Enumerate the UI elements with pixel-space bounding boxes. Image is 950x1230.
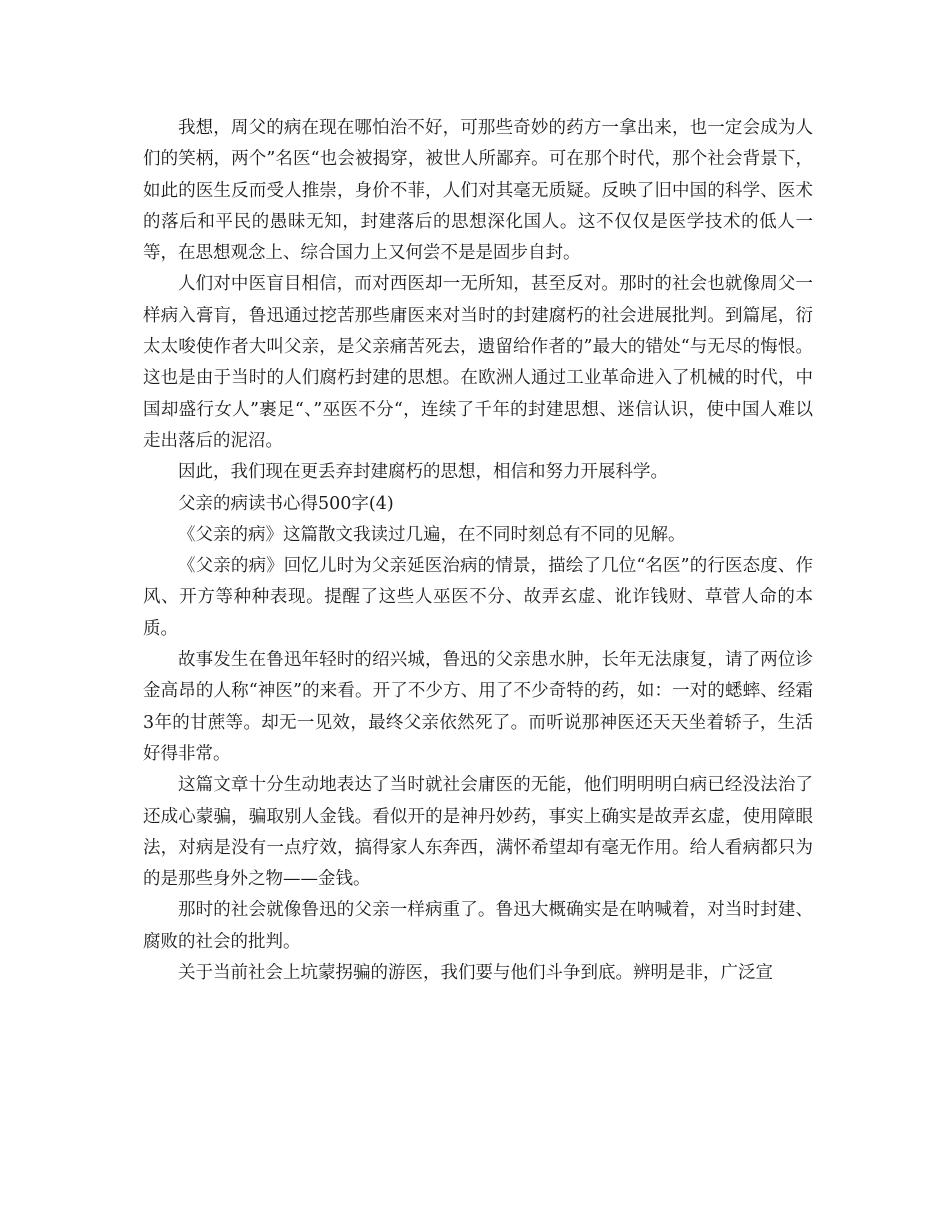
paragraph: 故事发生在鲁迅年轻时的绍兴城，鲁迅的父亲患水肿，长年无法康复，请了两位诊金高昂的人称“神医”的来看。开了不少方、用了不少奇特的药，如：一对的蟋蟀、经霜3年的甘蔗等。却无一见效，最终父亲依然死了。而听说那神医还天天坐着轿子，生活好得非常。 xyxy=(143,650,813,764)
paragraph: 《父亲的病》回忆儿时为父亲延医治病的情景，描绘了几位“名医”的行医态度、作风、开方等种种表现。提醒了这些人巫医不分、故弄玄虚、讹诈钱财、草菅人命的本质。 xyxy=(143,556,813,639)
paragraph: 《父亲的病》这篇散文我读过几遍，在不同时刻总有不同的见解。 xyxy=(178,524,686,545)
paragraph: 我想，周父的病在现在哪怕治不好，可那些奇妙的药方一拿出来，也一定会成为人们的笑柄，两个”名医“也会被揭穿，被世人所鄙弃。可在那个时代，那个社会背景下，如此的医生反而受人推崇，身价不菲，人们对其毫无质疑。反映了旧中国的科学、医术的落后和平民的愚昧无知，封建落后的思想深化国人。这不仅仅是医学技术的低人一等，在思想观念上、综合国力上又何尝不是是固步自封。 xyxy=(143,118,813,264)
paragraph: 关于当前社会上坑蒙拐骗的游医，我们要与他们斗争到底。辨明是非，广泛宣 xyxy=(178,963,773,984)
paragraph: 人们对中医盲目相信，而对西医却一无所知，甚至反对。那时的社会也就像周父一样病入膏肓，鲁迅通过挖苦那些庸医来对当时的封建腐朽的社会进展批判。到篇尾，衍太太唆使作者大叫父亲，是父亲痛苦死去，遗留给作者的”最大的错处“与无尽的悔恨。这也是由于当时的人们腐朽封建的思想。在欧洲人通过工业革命进入了机械的时代，中国却盛行女人”裹足“、”巫医不分“，连续了千年的封建思想、迷信认识，使中国人难以走出落后的泥沼。 xyxy=(143,274,813,451)
paragraph: 那时的社会就像鲁迅的父亲一样病重了。鲁迅大概确实是在呐喊着，对当时封建、腐败的社会的批判。 xyxy=(143,900,813,952)
paragraph: 这篇文章十分生动地表达了当时就社会庸医的无能，他们明明明白病已经没法治了还成心蒙骗，骗取别人金钱。看似开的是神丹妙药，事实上确实是故弄玄虚，使用障眼法，对病是没有一点疗效，搞得家人东奔西，满怀希望却有毫无作用。给人看病都只为的是那些身外之物——金钱。 xyxy=(143,775,813,890)
paragraph: 因此，我们现在更丢弃封建腐朽的思想，相信和努力开展科学。 xyxy=(178,462,668,483)
section-heading: 父亲的病读书心得500字(4) xyxy=(178,493,394,514)
document-body xyxy=(143,113,813,989)
